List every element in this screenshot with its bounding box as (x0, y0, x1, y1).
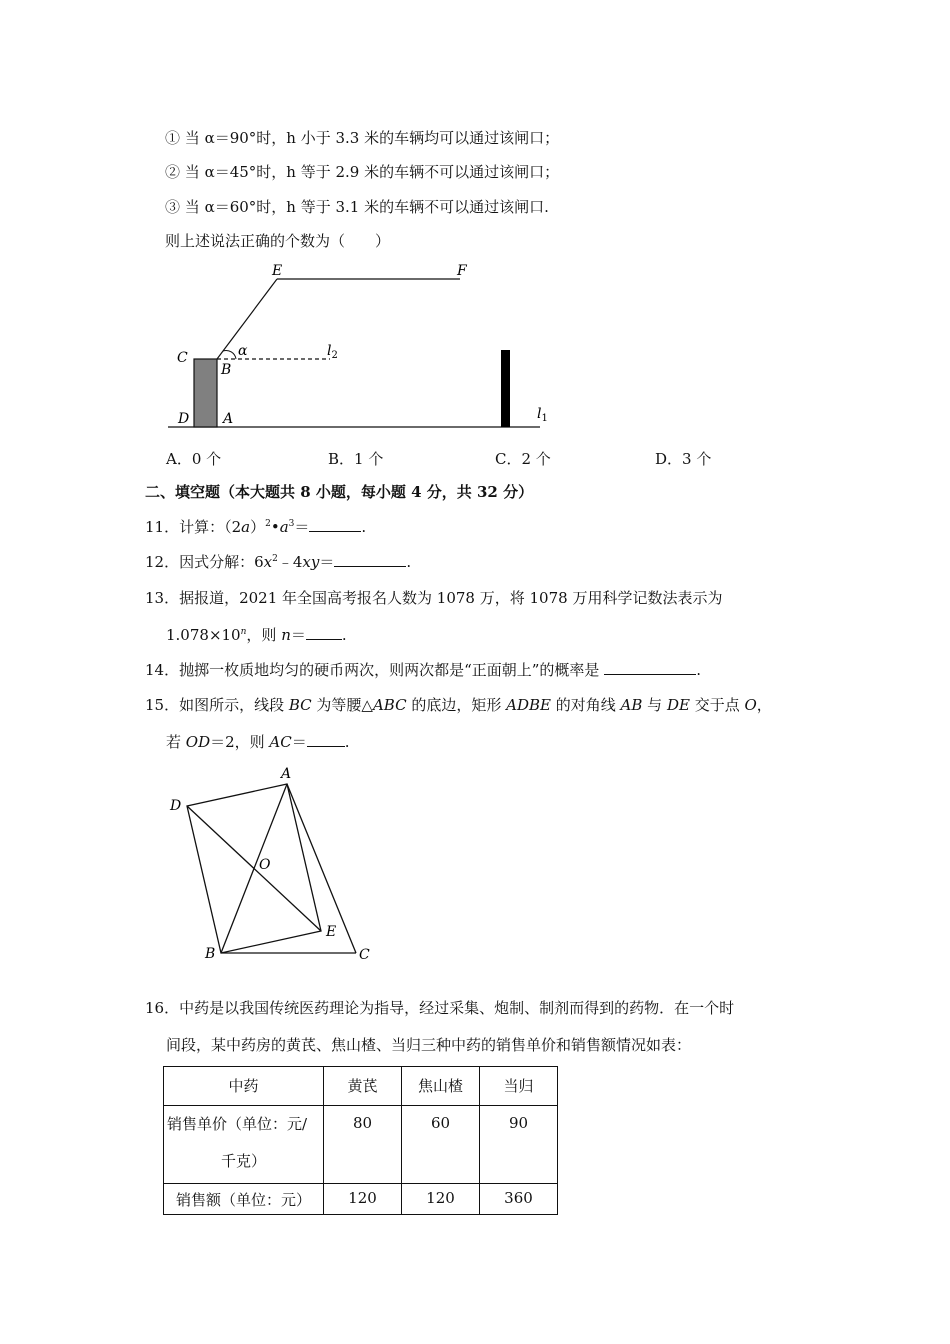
q12-answer-blank[interactable] (334, 552, 406, 567)
statement-3-mark: ③ (165, 198, 181, 216)
row-unit-price-label (164, 1106, 324, 1184)
medicine-sales-table (163, 1066, 558, 1215)
q15-num: 15． (145, 696, 180, 714)
option-a-key: A． (166, 450, 192, 468)
q12-eq: ＝ (319, 553, 335, 571)
q13-line2-a: 1.078×10 (166, 626, 241, 644)
rectangle-figure (160, 762, 380, 967)
q15-eq: ＝ (291, 733, 307, 751)
sales-danggui: 360 (480, 1184, 558, 1215)
q11-a1: a (241, 518, 251, 536)
section-2-title: 二、填空题（本大题共 8 小题，每小题 4 分，共 32 分） (145, 483, 534, 501)
label-a: A (223, 411, 234, 427)
label-d: D (178, 411, 190, 427)
label-e2: E (326, 924, 337, 940)
statement-3 (165, 197, 549, 217)
q15-answer-blank[interactable] (307, 732, 345, 747)
question-16-line-2: 间段，某中药房的黄芪、焦山楂、当归三种中药的销售单价和销售额情况如表： (166, 1036, 692, 1054)
q14-end: . (696, 661, 701, 679)
question-13-line-1 (145, 588, 722, 608)
q11-dot: • (270, 518, 280, 536)
option-b-text: 1 个 (354, 450, 384, 468)
q13-num: 13． (145, 589, 180, 607)
statement-2-body: 当 α＝45°时，h 等于 2.9 米的车辆不可以通过该闸口； (184, 163, 560, 181)
q13-line2-b: ，则 (246, 626, 282, 644)
label-l2 (327, 343, 338, 361)
label-l1-main: l (537, 406, 542, 422)
row-unit-price-label-a: 销售单价（单位：元/ (167, 1115, 308, 1133)
side-ac (287, 784, 356, 953)
question-16-line-1 (145, 998, 734, 1018)
gate-post (194, 359, 217, 427)
q14-num: 14． (145, 661, 180, 679)
table-row (164, 1106, 558, 1184)
option-b-key: B． (328, 450, 355, 468)
q12-xy: xy (302, 553, 320, 571)
label-alpha: α (238, 343, 248, 359)
diagonal-de (187, 806, 321, 931)
q11-sup2: 3 (288, 519, 295, 529)
q11-eq: ＝ (294, 518, 310, 536)
q13-line1: 据报道，2021 年全国高考报名人数为 1078 万，将 1078 万用科学记数法表示为 (179, 589, 723, 607)
header-medicine: 中药 (164, 1067, 324, 1106)
label-l2-main: l (327, 343, 332, 359)
gate-figure (160, 258, 560, 438)
statement-1-body: 当 α＝90°时，h 小于 3.3 米的车辆均可以通过该闸口； (184, 129, 560, 147)
q14-text: 抛掷一枚质地均匀的硬币两次，则两次都是“正面朝上”的概率是 (179, 661, 605, 679)
q15-l1a: 如图所示，线段 (179, 696, 289, 714)
header-huangqi: 黄芪 (324, 1067, 402, 1106)
q15-ac: AC (269, 733, 292, 751)
q15-od: OD (185, 733, 211, 751)
q11-sup1: 2 (265, 519, 271, 529)
q13-end: . (341, 626, 347, 644)
q15-adbe: ADBE (506, 696, 551, 714)
unit-price-danggui: 90 (480, 1106, 558, 1184)
q12-end: . (406, 553, 412, 571)
angle-arc (223, 351, 236, 359)
q15-de: DE (666, 696, 690, 714)
q15-l1g: ， (756, 696, 772, 714)
question-11 (145, 517, 366, 537)
q14-answer-blank[interactable] (604, 660, 696, 675)
q15-l1d: 的对角线 (550, 696, 621, 714)
q15-l1b: 为等腰△ (311, 696, 373, 714)
vehicle-bar (501, 350, 510, 427)
q11-answer-blank[interactable] (309, 517, 361, 532)
q12-num: 12． (145, 553, 180, 571)
option-c-key: C． (495, 450, 522, 468)
q11-a2: a (279, 518, 289, 536)
q13-answer-blank[interactable] (306, 625, 342, 640)
label-o: O (259, 857, 271, 873)
label-d2: D (170, 798, 182, 814)
q11-end: . (361, 518, 367, 536)
row-sales-label: 销售额（单位：元） (164, 1184, 324, 1215)
label-e: E (272, 263, 283, 279)
label-c2: C (359, 947, 370, 963)
statement-1-text: ① (165, 129, 181, 147)
q15-l1c: 的底边，矩形 (406, 696, 507, 714)
statement-1 (165, 128, 559, 148)
option-d (655, 448, 711, 469)
q15-o: O (744, 696, 757, 714)
question-prompt: 则上述说法正确的个数为（ ） (165, 232, 391, 250)
option-a-text: 0 个 (191, 450, 222, 468)
option-c-text: 2 个 (521, 450, 551, 468)
label-l1 (537, 406, 548, 424)
q13-eq: ＝ (290, 626, 306, 644)
header-danggui: 当归 (480, 1067, 558, 1106)
table-row (164, 1184, 558, 1215)
question-15-line-2 (166, 732, 350, 752)
q15-l2b: ＝2，则 (210, 733, 270, 751)
option-d-key: D． (655, 450, 683, 468)
unit-price-huangqi: 80 (324, 1106, 402, 1184)
header-jiaoshanzha: 焦山楂 (402, 1067, 480, 1106)
statement-2-mark: ② (165, 163, 181, 181)
q16-num: 16． (145, 999, 180, 1017)
option-a (166, 448, 221, 469)
q12-prefix: 因式分解：6 (179, 553, 264, 571)
q12-sup: 2 (272, 554, 278, 564)
question-13-line-2 (166, 625, 347, 645)
q12-x: x (263, 553, 273, 571)
q15-ab: AB (620, 696, 643, 714)
statement-3-body: 当 α＝60°时，h 等于 3.1 米的车辆不可以通过该闸口. (184, 198, 549, 216)
statement-2 (165, 162, 559, 182)
option-d-text: 3 个 (682, 450, 712, 468)
q16-line1: 中药是以我国传统医药理论为指导，经过采集、炮制、制剂而得到的药物．在一个时 (179, 999, 735, 1017)
q15-end: . (344, 733, 350, 751)
row-unit-price-label-b: 千克） (220, 1152, 266, 1170)
q13-n: n (281, 626, 291, 644)
sales-jiaoshanzha: 120 (402, 1184, 480, 1215)
label-f: F (457, 263, 467, 279)
q15-bc: BC (288, 696, 312, 714)
label-l1-sub: 1 (541, 413, 548, 424)
label-b: B (221, 362, 232, 378)
label-c: C (177, 350, 188, 366)
q13-sup: n (240, 627, 247, 637)
label-b2: B (205, 946, 216, 962)
question-12 (145, 552, 411, 572)
table-header-row (164, 1067, 558, 1106)
unit-price-jiaoshanzha: 60 (402, 1106, 480, 1184)
q15-l1e: 与 (642, 696, 667, 714)
option-b (328, 448, 383, 469)
q11-mid: ） (250, 518, 266, 536)
label-a2: A (281, 766, 292, 782)
label-l2-sub: 2 (331, 350, 338, 361)
q15-abc: ABC (372, 696, 407, 714)
q12-rest: ﹣4 (277, 553, 303, 571)
question-14 (145, 660, 701, 680)
q11-num: 11． (145, 518, 180, 536)
q11-prefix: 计算：（2 (179, 518, 242, 536)
option-c (495, 448, 551, 469)
question-15-line-1 (145, 695, 772, 715)
sales-huangqi: 120 (324, 1184, 402, 1215)
q15-l2a: 若 (166, 733, 186, 751)
q15-l1f: 交于点 (689, 696, 745, 714)
